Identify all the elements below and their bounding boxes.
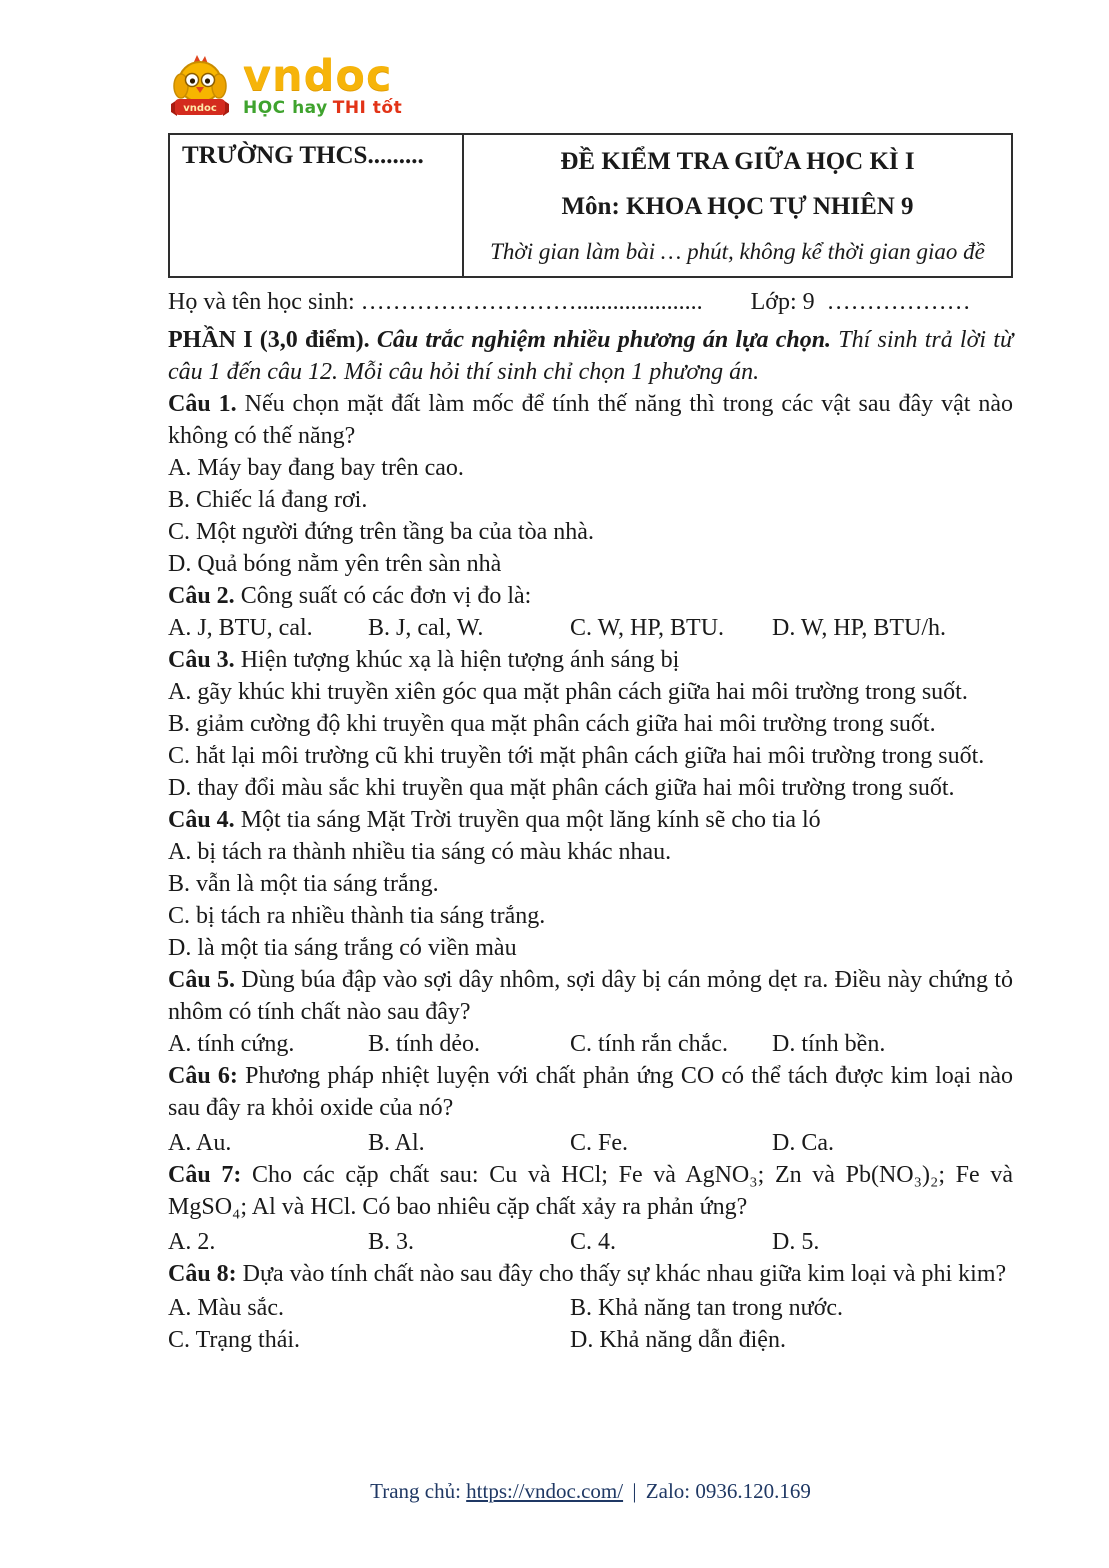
logo-wordblock: [243, 51, 403, 118]
question-8: [168, 1258, 1013, 1356]
question-label: Câu 8:: [168, 1261, 237, 1287]
option-b: B. Al.: [368, 1130, 425, 1156]
footer-zalo: Zalo: 0936.120.169: [645, 1479, 811, 1503]
option-c: C. W, HP, BTU.: [570, 615, 725, 641]
option-b: B. Chiếc lá đang rơi.: [168, 487, 368, 513]
question-label: Câu 7:: [168, 1162, 242, 1188]
option-c: C. hắt lại môi trường cũ khi truyền tới mặt phân cách giữa hai môi trường trong suốt.: [168, 743, 985, 769]
option-b: B. giảm cường độ khi truyền qua mặt phân cách giữa hai môi trường trong suốt.: [168, 711, 936, 737]
exam-subject: Môn: KHOA HỌC TỰ NHIÊN 9: [561, 193, 914, 220]
student-name-dots: ……………………….....................: [360, 289, 703, 315]
option-a: A. bị tách ra thành nhiều tia sáng có màu khác nhau.: [168, 839, 672, 865]
question-text: [168, 804, 1013, 836]
option-b: B. Khả năng tan trong nước.: [570, 1295, 843, 1321]
question-text: [168, 388, 1013, 452]
option-d: D. thay đổi màu sắc khi truyền qua mặt phân cách giữa hai môi trường trong suốt.: [168, 775, 955, 801]
logo-tagline: [243, 98, 402, 118]
question-1: [168, 388, 1013, 580]
question-text: [168, 1159, 1013, 1223]
header-school-cell: [170, 135, 464, 276]
option-a: A. tính cứng.: [168, 1031, 295, 1057]
option-a: A. Màu sắc.: [168, 1295, 284, 1321]
question-body: Một tia sáng Mặt Trời truyền qua một lăng kính sẽ cho tia ló: [240, 807, 821, 833]
footer-separator: |: [632, 1479, 637, 1503]
student-info-line: [168, 286, 1013, 318]
class-dots: ………………: [826, 289, 971, 315]
part1-label: PHẦN I (3,0 điểm).: [168, 327, 370, 353]
option-b: B. vẫn là một tia sáng trắng.: [168, 871, 439, 897]
options-row: [168, 1127, 1013, 1159]
option-d: D. Khả năng dẫn điện.: [570, 1327, 786, 1353]
question-label: Câu 1.: [168, 391, 237, 417]
option-c: C. Fe.: [570, 1130, 629, 1156]
question-6: [168, 1060, 1013, 1159]
question-text: [168, 1258, 1013, 1290]
question-body: Dùng búa đập vào sợi dây nhôm, sợi dây bị cán mỏng dẹt ra. Điều này chứng tỏ nhôm có tính chất nào sau đây?: [168, 967, 1014, 1025]
option-a: A. J, BTU, cal.: [168, 615, 313, 641]
question-3: [168, 644, 1013, 804]
option-c: C. bị tách ra nhiều thành tia sáng trắng.: [168, 903, 546, 929]
question-label: Câu 4.: [168, 807, 235, 833]
option-a: A. Au.: [168, 1130, 232, 1156]
option-a: A. gãy khúc khi truyền xiên góc qua mặt phân cách giữa hai môi trường trong suốt.: [168, 679, 968, 705]
exam-header-table: [168, 133, 1013, 278]
vndoc-logo: [163, 51, 403, 124]
page-footer: [168, 1478, 1013, 1504]
mascot-ribbon-text: vndoc: [183, 103, 217, 114]
option-c: C. Một người đứng trên tầng ba của tòa nhà.: [168, 519, 594, 545]
option-d: D. 5.: [772, 1229, 820, 1255]
option-d: D. tính bền.: [772, 1031, 886, 1057]
student-name-label: Họ và tên học sinh:: [168, 289, 355, 315]
footer-home-label: Trang chủ:: [370, 1479, 461, 1503]
option-b: B. J, cal, W.: [368, 615, 484, 641]
question-body: Phương pháp nhiệt luyện với chất phản ứng CO có thể tách được kim loại nào sau đây ra khỏi oxide của nó?: [168, 1063, 1013, 1121]
options-row: [168, 1226, 1013, 1258]
question-body: Công suất có các đơn vị đo là:: [240, 583, 532, 609]
question-text: [168, 1060, 1013, 1124]
option-a: A. Máy bay đang bay trên cao.: [168, 455, 464, 481]
options-row: [168, 1028, 1013, 1060]
class-label: Lớp: 9: [750, 289, 815, 315]
question-label: Câu 6:: [168, 1063, 238, 1089]
exam-title: ĐỀ KIỂM TRA GIỮA HỌC KÌ I: [560, 148, 915, 175]
question-7: [168, 1159, 1013, 1258]
question-text: [168, 964, 1013, 1028]
question-4: [168, 804, 1013, 964]
part1-heading: [168, 324, 1013, 388]
tagline-red: THI tốt: [332, 98, 403, 118]
question-label: Câu 2.: [168, 583, 235, 609]
options-row: [168, 612, 1013, 644]
question-text: [168, 580, 1013, 612]
question-body: Nếu chọn mặt đất làm mốc để tính thế năng thì trong các vật sau đây vật nào không có thế năng?: [168, 391, 1014, 449]
footer-home-link[interactable]: https://vndoc.com/: [466, 1479, 624, 1503]
logo-brand-text: vndoc: [243, 51, 393, 101]
option-b: B. 3.: [368, 1229, 415, 1255]
question-label: Câu 3.: [168, 647, 235, 673]
question-label: Câu 5.: [168, 967, 235, 993]
question-body: Cho các cặp chất sau: Cu và HCl; Fe và AgNO₃; Zn và Pb(NO₃)₂; Fe và MgSO₄; Al và HCl. Có bao nhiêu cặp chất xảy ra phản ứng?: [168, 1162, 1013, 1220]
part1-instruction: Thí sinh trả lời từ câu 1 đến câu 12. Mỗi câu hỏi thí sinh chỉ chọn 1 phương án.: [168, 327, 1014, 385]
options-grid: [168, 1292, 1013, 1356]
header-title-cell: [464, 135, 1011, 276]
vndoc-mascot-icon: [163, 54, 237, 124]
option-c: C. Trạng thái.: [168, 1327, 301, 1353]
question-5: [168, 964, 1013, 1060]
part1-subtitle: Câu trắc nghiệm nhiều phương án lựa chọn.: [376, 327, 832, 353]
option-a: A. 2.: [168, 1229, 216, 1255]
school-name: TRƯỜNG THCS.........: [182, 142, 424, 169]
option-d: D. là một tia sáng trắng có viền màu: [168, 935, 517, 961]
option-b: B. tính dẻo.: [368, 1031, 480, 1057]
exam-body: [168, 286, 1013, 1356]
question-body: Dựa vào tính chất nào sau đây cho thấy sự khác nhau giữa kim loại và phi kim?: [242, 1261, 1007, 1287]
exam-time-note: Thời gian làm bài … phút, không kể thời gian giao đề: [490, 239, 985, 264]
option-d: D. Quả bóng nằm yên trên sàn nhà: [168, 551, 502, 577]
question-text: [168, 644, 1013, 676]
option-c: C. tính rắn chắc.: [570, 1031, 728, 1057]
option-d: D. Ca.: [772, 1130, 834, 1156]
option-c: C. 4.: [570, 1229, 617, 1255]
tagline-green: HỌC hay: [243, 98, 328, 118]
question-2: [168, 580, 1013, 644]
option-d: D. W, HP, BTU/h.: [772, 615, 947, 641]
question-body: Hiện tượng khúc xạ là hiện tượng ánh sáng bị: [240, 647, 680, 673]
